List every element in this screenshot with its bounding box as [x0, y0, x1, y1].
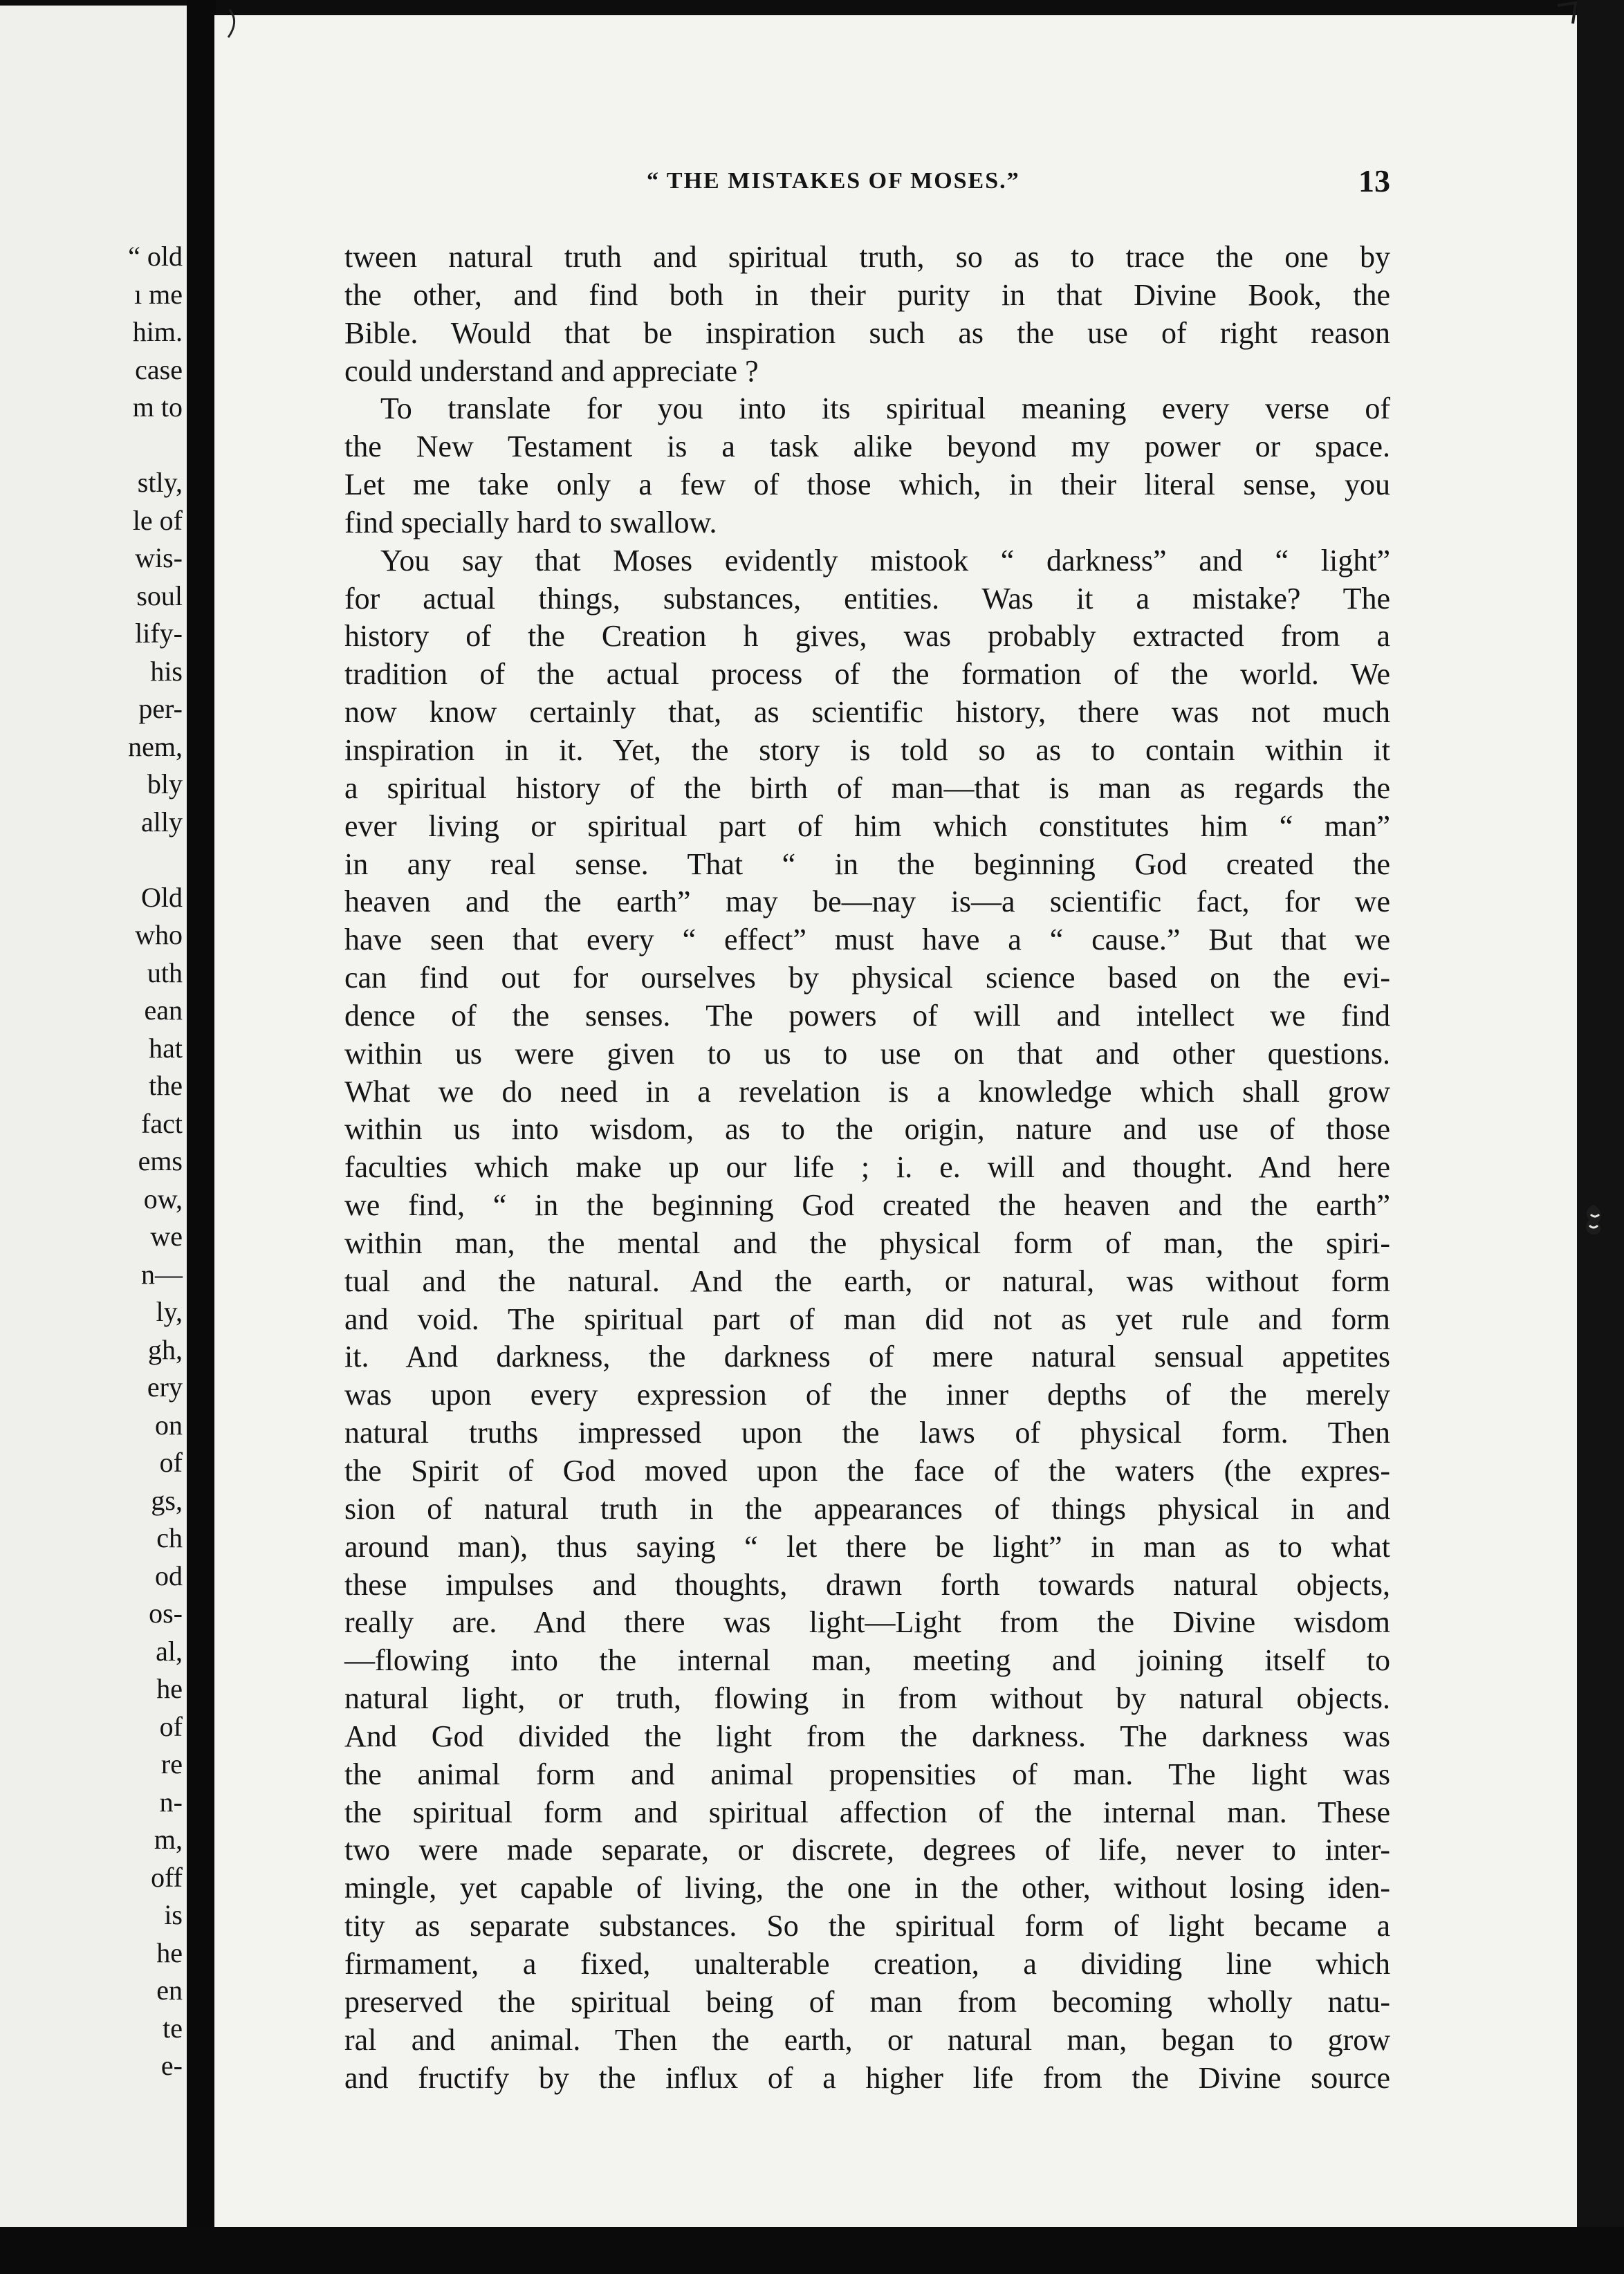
text-line: it. And darkness, the darkness of mere natural sensual appetites: [344, 1340, 1390, 1374]
facing-page-fragment: soul: [136, 580, 183, 611]
right-scan-border: [1577, 0, 1624, 2274]
text-line: really are. And there was light—Light from the Divine wisdom: [344, 1605, 1390, 1640]
text-line: within us into wisdom, as to the origin, nature and use of those: [344, 1112, 1390, 1147]
text-line: within man, the mental and the physical form of man, the spiri-: [344, 1226, 1390, 1260]
facing-page-fragment: nem,: [128, 730, 183, 762]
facing-page-fragment: “ old: [128, 241, 183, 272]
text-line: You say that Moses evidently mistook “ darkness” and “ light”: [380, 543, 1390, 577]
facing-page-fragment: ı me: [134, 278, 183, 310]
text-line: natural light, or truth, flowing in from without by natural objects.: [344, 1681, 1390, 1716]
text-line: the other, and find both in their purity in that Divine Book, the: [344, 277, 1390, 312]
text-line: ral and animal. Then the earth, or natural man, began to grow: [344, 2022, 1390, 2057]
facing-page-fragment: m to: [132, 391, 183, 423]
text-line: ever living or spiritual part of him which constitutes him “ man”: [344, 808, 1390, 843]
facing-page-fragment: od: [155, 1560, 183, 1591]
facing-page-fragment: of: [159, 1710, 183, 1742]
text-line: tradition of the actual process of the formation of the world. We: [344, 657, 1390, 692]
facing-page-fragment: ean: [144, 995, 183, 1026]
facing-page-fragment: him.: [132, 316, 183, 347]
text-line: and void. The spiritual part of man did not as yet rule and form: [344, 1302, 1390, 1336]
text-line: heaven and the earth” may be—nay is—a scientific fact, for we: [344, 885, 1390, 919]
facing-page-fragment: en: [156, 1975, 183, 2006]
text-line: What we do need in a revelation is a knowledge which shall grow: [344, 1074, 1390, 1109]
page-number: 13: [1358, 163, 1390, 198]
text-line: —flowing into the internal man, meeting and joining itself to: [344, 1643, 1390, 1678]
text-line: firmament, a fixed, unalterable creation, a dividing line which: [344, 1946, 1390, 1981]
facing-page-fragment: case: [135, 353, 183, 385]
text-line: find specially hard to swallow.: [344, 505, 717, 539]
facing-page-fragment: his: [150, 655, 183, 687]
text-line: the Spirit of God moved upon the face of the waters (the expres-: [344, 1454, 1390, 1488]
facing-page-fragment: off: [151, 1861, 183, 1893]
facing-page-fragment: te: [163, 2012, 183, 2044]
facing-page-fragment: al,: [156, 1635, 183, 1667]
text-line: and fructify by the influx of a higher life from the Divine source: [344, 2060, 1390, 2095]
facing-page-fragment: m,: [154, 1824, 183, 1855]
bottom-scan-border: [0, 2227, 1624, 2274]
facing-page-fragment: we: [150, 1221, 183, 1252]
facing-page-fragment: ch: [156, 1522, 183, 1553]
text-line: preserved the spiritual being of man from becoming wholly natu-: [344, 1984, 1390, 2019]
text-line: To translate for you into its spiritual meaning every verse of: [380, 391, 1390, 426]
text-line: a spiritual history of the birth of man—that is man as regards the: [344, 770, 1390, 805]
facing-page-fragment: uth: [147, 956, 183, 988]
text-line: Let me take only a few of those which, in their literal sense, you: [344, 468, 1390, 502]
facing-page-fragment: lify-: [135, 618, 183, 649]
text-line: we find, “ in the beginning God created the heaven and the earth”: [344, 1188, 1390, 1223]
facing-page-fragment: e-: [160, 2050, 183, 2081]
facing-page-fragment: ems: [138, 1145, 183, 1176]
facing-page-fragment: he: [156, 1673, 183, 1704]
facing-page-fragment: ally: [141, 806, 183, 838]
text-line: these impulses and thoughts, drawn forth towards natural objects,: [344, 1567, 1390, 1602]
facing-page-fragment: gh,: [148, 1333, 183, 1365]
facing-page-fragment: bly: [147, 768, 183, 799]
text-line: Bible. Would that be inspiration such as the use of right reason: [344, 315, 1390, 350]
facing-page-fragment: re: [160, 1748, 183, 1780]
facing-page-fragment: n—: [141, 1258, 183, 1290]
facing-page-fragment: gs,: [151, 1484, 183, 1516]
text-line: can find out for ourselves by physical science based on the evi-: [344, 961, 1390, 995]
facing-page-left: [0, 6, 187, 2227]
text-line: was upon every expression of the inner depths of the merely: [344, 1378, 1390, 1412]
facing-page-fragment: on: [155, 1409, 183, 1441]
facing-page-text-fragments: [0, 238, 187, 2085]
text-line: the New Testament is a task alike beyond my power or space.: [344, 429, 1390, 464]
pencil-mark-icon: [220, 7, 248, 41]
facing-page-fragment: stly,: [137, 467, 183, 498]
page-header: [214, 160, 1390, 202]
text-line: tween natural truth and spiritual truth, so as to trace the one by: [344, 240, 1390, 274]
text-line: And God divided the light from the darkness. The darkness was: [344, 1719, 1390, 1753]
text-line: now know certainly that, as scientific history, there was not much: [344, 695, 1390, 730]
text-line: dence of the senses. The powers of will and intellect we find: [344, 998, 1390, 1033]
facing-page-fragment: fact: [141, 1107, 183, 1139]
book-gutter: [187, 0, 216, 2274]
facing-page-fragment: ly,: [156, 1296, 183, 1327]
facing-page-fragment: os-: [149, 1598, 183, 1629]
facing-page-fragment: ow,: [143, 1183, 183, 1214]
facing-page-fragment: hat: [149, 1032, 183, 1064]
facing-page-fragment: le of: [132, 504, 183, 536]
text-line: faculties which make up our life ; i. e. will and thought. And here: [344, 1150, 1390, 1185]
text-line: around man), thus saying “ let there be light” in man as to what: [344, 1529, 1390, 1564]
text-line: within us were given to us to use on that and other questions.: [344, 1036, 1390, 1071]
text-line: history of the Creation h gives, was probably extracted from a: [344, 619, 1390, 654]
facing-page-fragment: is: [164, 1899, 183, 1930]
facing-page-fragment: wis-: [135, 542, 183, 573]
facing-page-fragment: he: [156, 1936, 183, 1968]
text-line: tual and the natural. And the earth, or natural, was without form: [344, 1264, 1390, 1298]
text-line: sion of natural truth in the appearances of things physical in and: [344, 1491, 1390, 1526]
text-line: inspiration in it. Yet, the story is told so as to contain within it: [344, 732, 1390, 767]
facing-page-fragment: [0, 841, 187, 879]
text-line: tity as separate substances. So the spiritual form of light became a: [344, 1909, 1390, 1943]
body-text: [344, 239, 1390, 2097]
text-line: the spiritual form and spiritual affection of the internal man. These: [344, 1795, 1390, 1829]
text-line: for actual things, substances, entities. Was it a mistake? The: [344, 581, 1390, 616]
text-line: natural truths impressed upon the laws of physical form. Then: [344, 1416, 1390, 1450]
facing-page-fragment: Old: [141, 881, 183, 913]
text-line: could understand and appreciate ?: [344, 353, 759, 388]
ink-blot-icon: [1581, 1202, 1606, 1239]
corner-mark-icon: [1555, 0, 1578, 28]
facing-page-fragment: n-: [159, 1786, 183, 1818]
text-line: mingle, yet capable of living, the one in the other, without losing iden-: [344, 1871, 1390, 1905]
text-line: two were made separate, or discrete, degrees of life, never to inter-: [344, 1833, 1390, 1867]
running-title: “ THE MISTAKES OF MOSES.”: [647, 168, 1020, 194]
facing-page-fragment: of: [159, 1447, 183, 1478]
facing-page-fragment: per-: [138, 693, 183, 724]
facing-page-fragment: ery: [147, 1371, 183, 1403]
facing-page-fragment: [0, 427, 187, 465]
text-line: have seen that every “ effect” must have a “ cause.” But that we: [344, 923, 1390, 957]
text-line: in any real sense. That “ in the beginning God created the: [344, 847, 1390, 881]
text-line: the animal form and animal propensities of man. The light was: [344, 1757, 1390, 1791]
facing-page-fragment: the: [149, 1070, 183, 1101]
facing-page-fragment: who: [135, 919, 183, 950]
